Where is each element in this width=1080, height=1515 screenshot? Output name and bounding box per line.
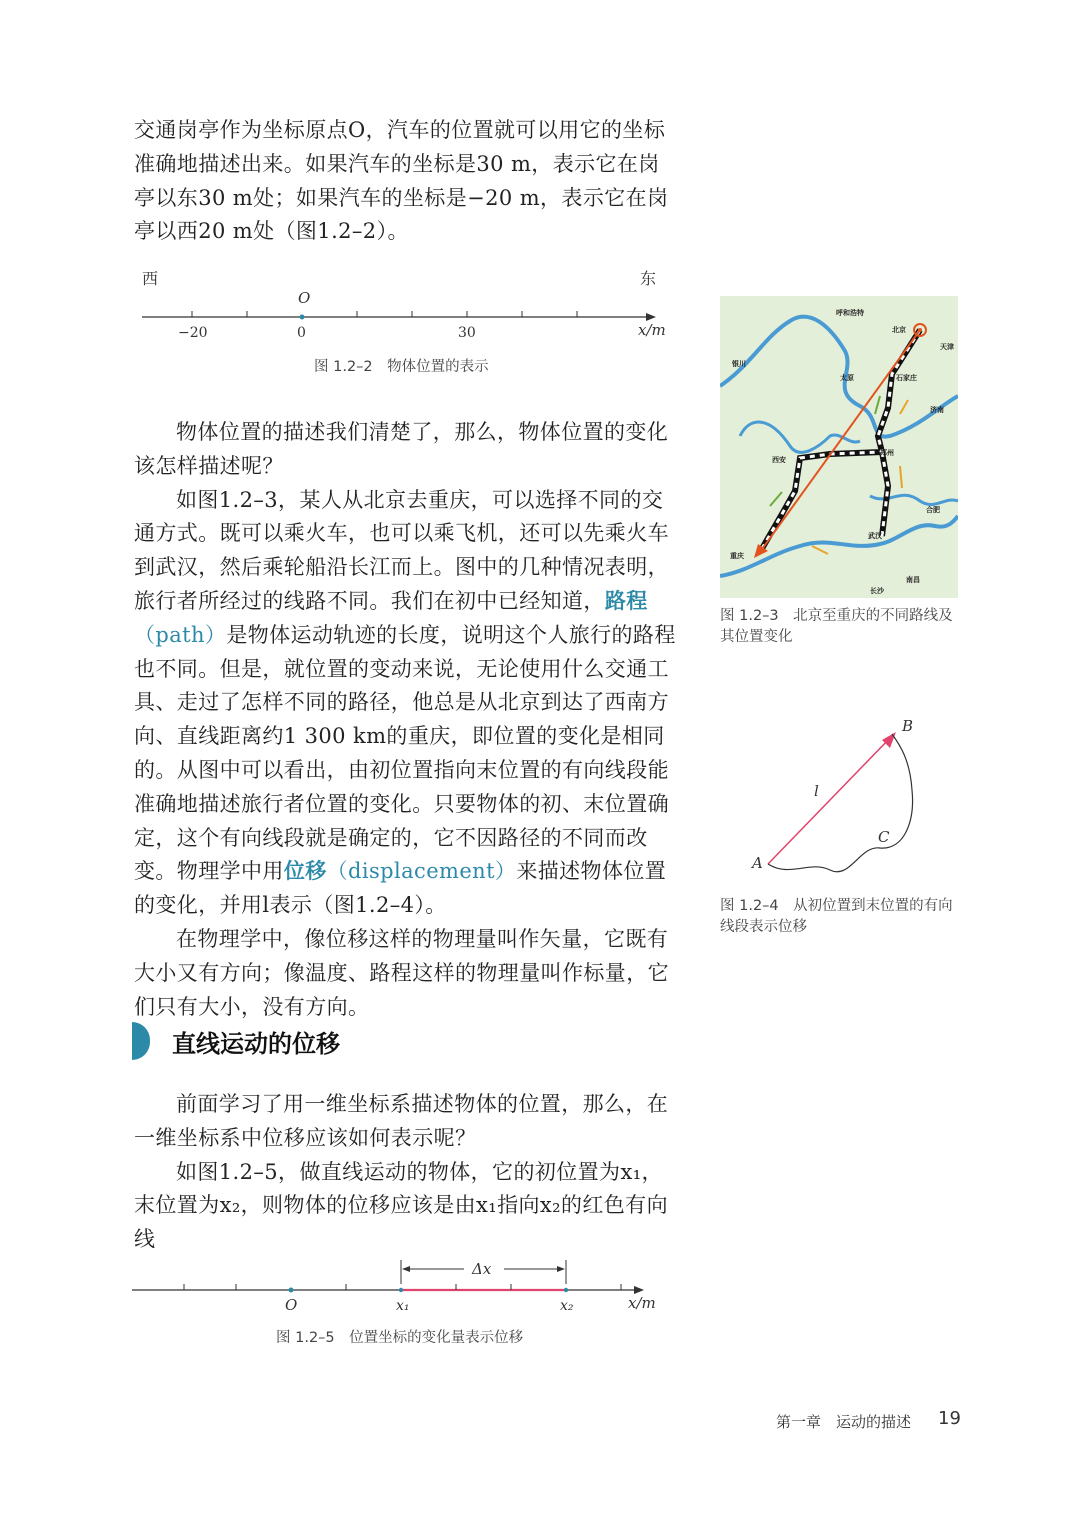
origin-label: O: [285, 1296, 298, 1314]
tick-label-minus20: −20: [178, 325, 208, 341]
point-b-label: B: [902, 717, 914, 735]
city-xian: 西安: [772, 456, 786, 464]
city-wuhan: 武汉: [868, 532, 882, 540]
paragraphs-main: [134, 416, 679, 1024]
x2-label: x₂: [560, 1298, 574, 1314]
axis-arrow: [646, 313, 656, 321]
city-shijiazhuang: 石家庄: [896, 374, 917, 382]
axis-ticks: [192, 311, 577, 317]
origin-dot: [300, 315, 305, 320]
footer-chapter: 第一章 运动的描述: [776, 1413, 912, 1431]
term-path-en: （path）: [134, 622, 227, 647]
delta-x-label: Δx: [472, 1260, 492, 1278]
axis-label: x/m: [628, 1294, 656, 1312]
term-displacement: 位移: [283, 859, 327, 884]
paragraph-1: 交通岗亭作为坐标原点O，汽车的位置就可以用它的坐标准确地描述出来。如果汽车的坐标是30 m，表示它在岗亭以东30 m处；如果汽车的坐标是−20 m，表示它在岗亭以西20 m处（图1.2–2）。: [134, 118, 669, 244]
section-marker: [132, 1022, 150, 1060]
vector-l-label: l: [814, 782, 819, 800]
path-c-curve: [768, 734, 913, 872]
caption-1-2-2: 图 1.2–2 物体位置的表示: [314, 359, 489, 375]
city-hefei: 合肥: [926, 506, 940, 514]
city-changsha: 长沙: [870, 587, 884, 595]
x2-dot: [564, 1288, 568, 1292]
axis-arrow: [634, 1286, 644, 1294]
east-label: 东: [640, 269, 657, 288]
point-c-label: C: [878, 828, 890, 846]
section-title: 直线运动的位移: [172, 1030, 340, 1058]
city-nanchang: 南昌: [906, 576, 920, 584]
figure-1-2-3-map: [720, 296, 958, 598]
origin-label: O: [298, 289, 311, 307]
point-a-label: A: [752, 854, 763, 872]
axis-label: x/m: [638, 321, 666, 339]
paragraphs-section: [134, 1088, 679, 1257]
term-path: 路程: [604, 588, 648, 613]
figure-1-2-4: [740, 710, 940, 885]
west-label: 西: [142, 269, 159, 288]
vector-arrow: [882, 732, 896, 748]
city-zhengzhou: 郑州: [880, 449, 894, 457]
paragraph-4: 在物理学中，像位移这样的物理量叫作矢量，它既有大小又有方向；像温度、路程这样的物理量叫作标量，它们只有大小，没有方向。: [134, 926, 669, 1019]
tick-label-0: 0: [297, 325, 306, 341]
city-hohhot: 呼和浩特: [836, 309, 864, 317]
city-tianjin: 天津: [940, 343, 954, 351]
city-yinchuan: 银川: [732, 360, 746, 368]
figure-1-2-5: [128, 1252, 668, 1322]
city-jinan: 济南: [930, 406, 944, 414]
page-number: 19: [938, 1408, 961, 1429]
paragraph-6: 如图1.2–5，做直线运动的物体，它的初位置为x₁，末位置为x₂，则物体的位移应该是由x₁指向x₂的红色有向线: [134, 1159, 668, 1252]
caption-1-2-3: 图 1.2–3 北京至重庆的不同路线及其位置变化: [720, 608, 953, 645]
paragraph-5: 前面学习了用一维坐标系描述物体的位置，那么，在一维坐标系中位移应该如何表示呢？: [134, 1092, 669, 1150]
term-displacement-en: （displacement）: [326, 859, 517, 884]
caption-1-2-5: 图 1.2–5 位置坐标的变化量表示位移: [276, 1330, 524, 1346]
caption-1-2-4: 图 1.2–4 从初位置到末位置的有向线段表示位移: [720, 898, 953, 935]
displacement-vector: [768, 738, 890, 864]
x1-label: x₁: [396, 1298, 410, 1314]
city-chongqing: 重庆: [730, 552, 744, 560]
city-taiyuan: 太原: [840, 374, 854, 382]
tick-label-30: 30: [458, 325, 476, 341]
origin-dot: [289, 1288, 294, 1293]
city-beijing: 北京: [892, 326, 906, 334]
paragraph-3: 如图1.2–3，某人从北京去重庆，可以选择不同的交通方式。既可以乘火车，也可以乘飞机，还可以先乘火车到武汉，然后乘轮船沿长江而上。图中的几种情况表明，旅行者所经过的线路不同。我们在初中已经知道，路程（path）是物体运动轨迹的长度，说明这个人旅行的路程也不同。但是，就位置的变动来说，无论使用什么交通工具、走过了怎样不同的路径，他总是从北京到达了西南方向、直线距离约1 300 km的重庆，即位置的变化是相同的。从图中可以看出，由初位置指向末位置的有向线段能准确地描述旅行者位置的变化。只要物体的初、末位置确定，这个有向线段就是确定的，它不因路径的不同而改变。物理学中用位移（displacement）来描述物体位置的变化，并用l表示（图1.2–4）。: [134, 487, 676, 918]
paragraph-2: 物体位置的描述我们清楚了，那么，物体位置的变化该怎样描述呢？: [134, 420, 669, 478]
x1-dot: [399, 1288, 403, 1292]
